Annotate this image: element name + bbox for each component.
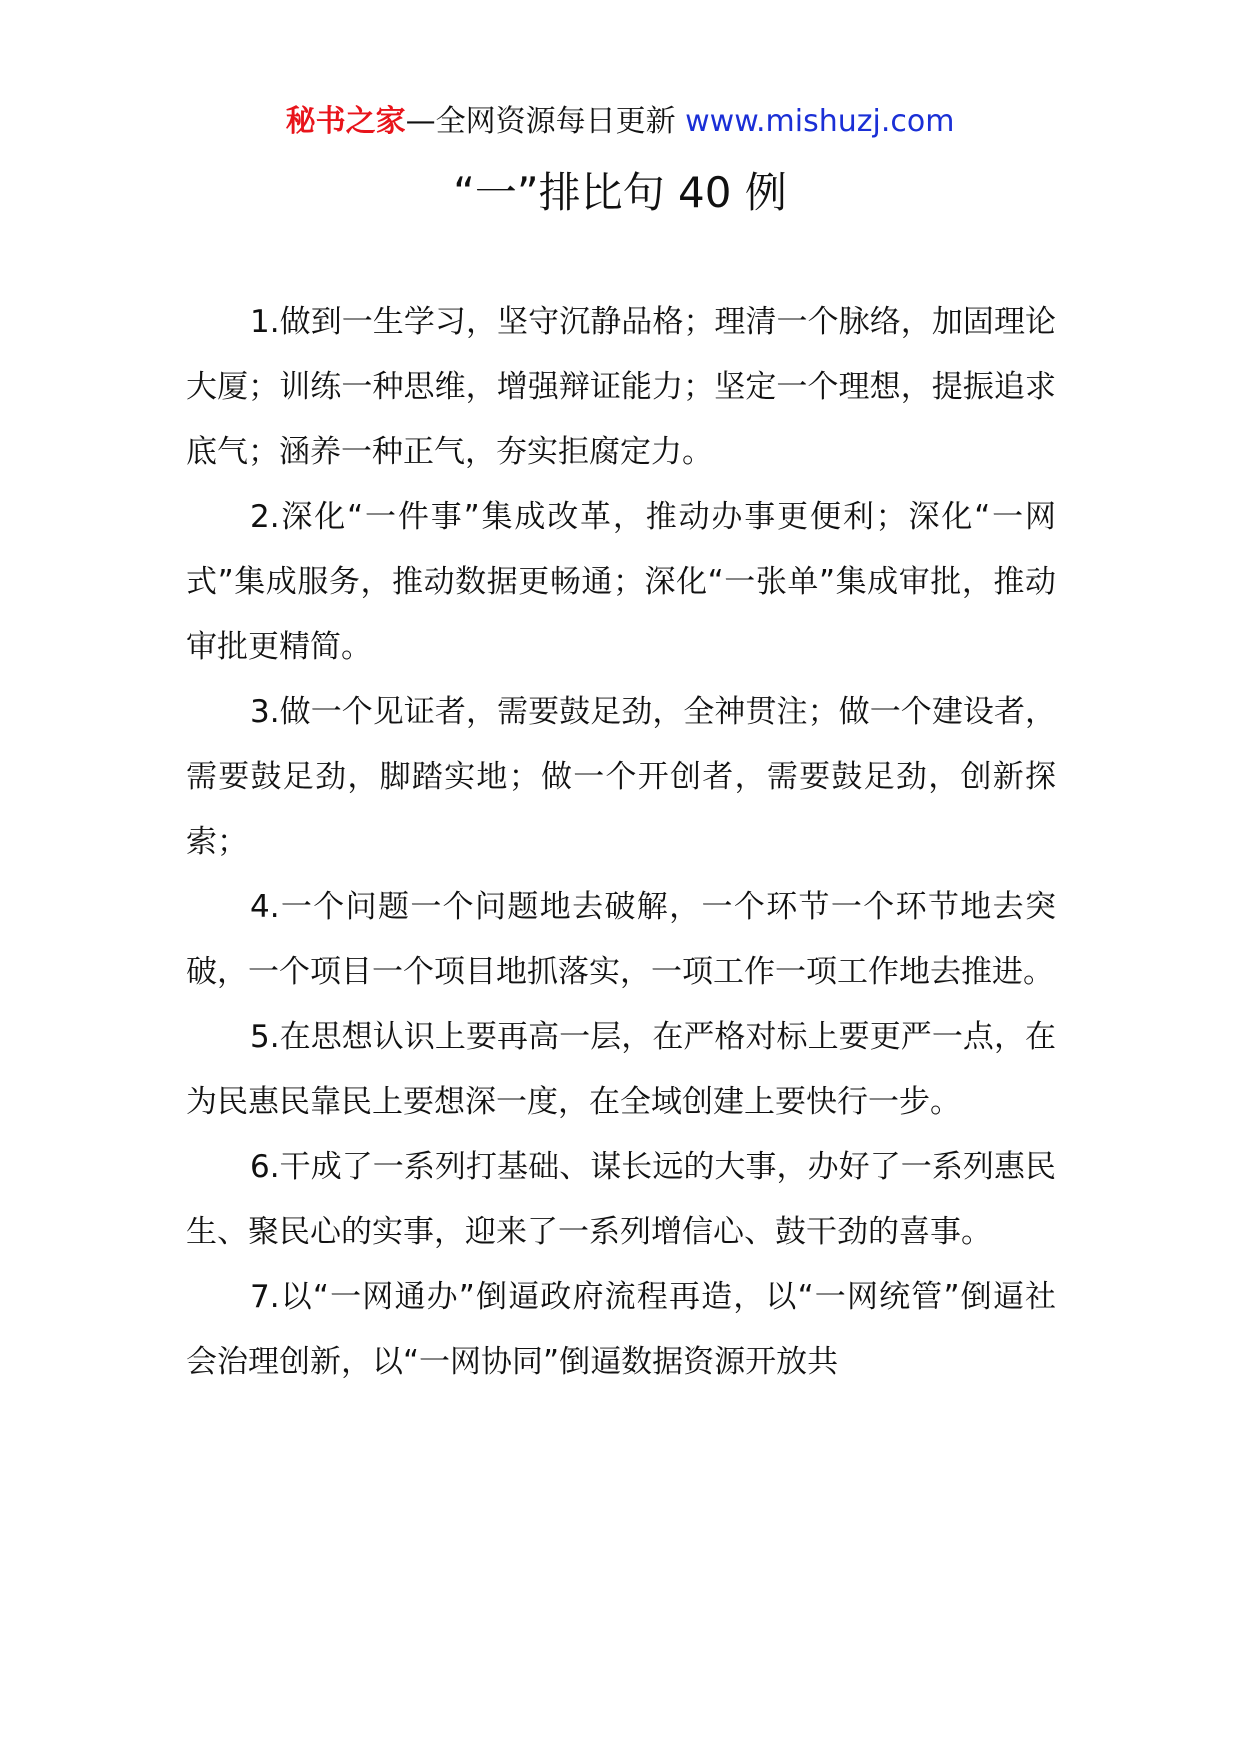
header-slogan: —全网资源每日更新 xyxy=(405,104,686,139)
paragraph-2: 2.深化“一件事”集成改革，推动办事更便利；深化“一网式”集成服务，推动数据更畅通；深化“一张单”集成审批，推动审批更精简。 xyxy=(186,499,1056,665)
paragraph-1: 1.做到一生学习，坚守沉静品格；理清一个脉络，加固理论大厦；训练一种思维，增强辩证能力；坚定一个理想，提振追求底气；涵养一种正气，夯实拒腐定力。 xyxy=(186,304,1056,470)
paragraph-4: 4.一个问题一个问题地去破解，一个环节一个环节地去突破，一个项目一个项目地抓落实，一项工作一项工作地去推进。 xyxy=(186,889,1056,990)
paragraph-5: 5.在思想认识上要再高一层，在严格对标上要更严一点，在为民惠民靠民上要想深一度，在全域创建上要快行一步。 xyxy=(186,1019,1056,1120)
paragraph-7: 7.以“一网通办”倒逼政府流程再造，以“一网统管”倒逼社会治理创新，以“一网协同”倒逼数据资源开放共 xyxy=(186,1279,1056,1380)
paragraph-3: 3.做一个见证者，需要鼓足劲，全神贯注；做一个建设者，需要鼓足劲，脚踏实地；做一个开创者，需要鼓足劲，创新探索； xyxy=(186,694,1056,860)
site-url-link[interactable]: www.mishuzj.com xyxy=(685,104,955,139)
document-body xyxy=(186,290,1056,1395)
brand-name: 秘书之家 xyxy=(285,104,406,139)
document-title: “一”排比句 40 例 xyxy=(453,168,787,217)
paragraph-6: 6.干成了一系列打基础、谋长远的大事，办好了一系列惠民生、聚民心的实事，迎来了一系列增信心、鼓干劲的喜事。 xyxy=(186,1149,1056,1250)
site-header xyxy=(0,102,1240,142)
